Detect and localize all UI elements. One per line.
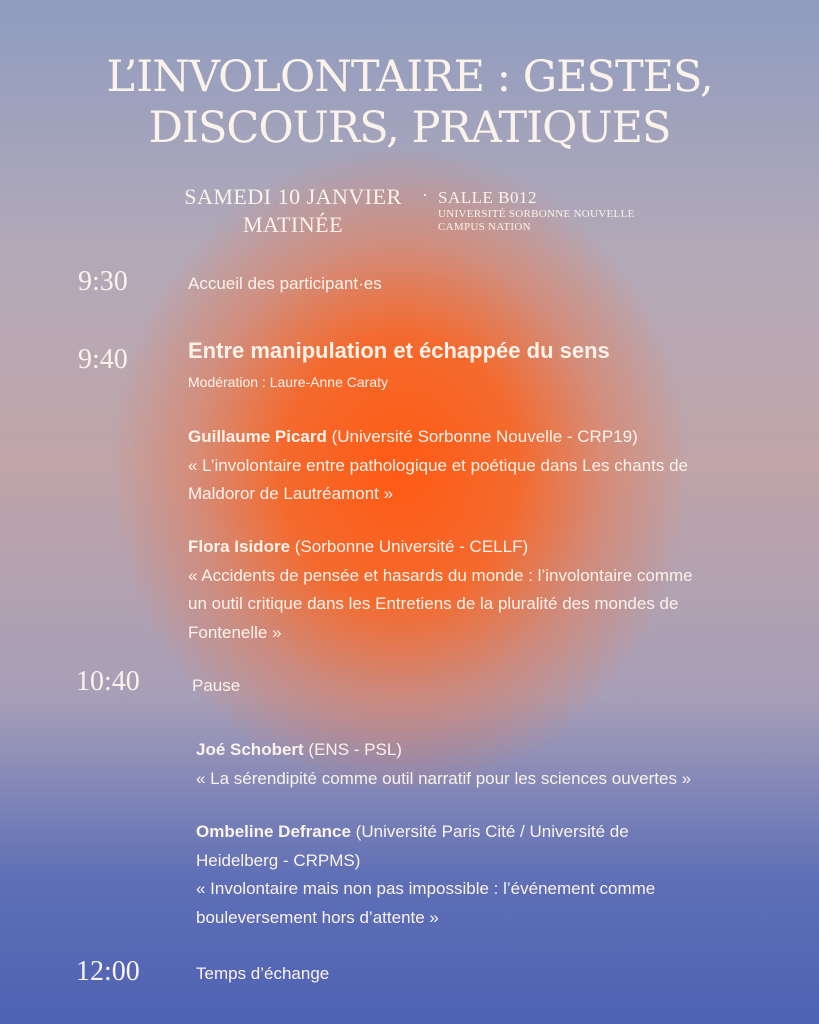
header-separator: ·	[422, 184, 428, 204]
talk-title-line: un outil critique dans les Entretiens de la pluralité des mondes de	[188, 594, 679, 613]
talk-title-line: Fontenelle »	[188, 622, 282, 642]
event-title-line2: DISCOURS, PRATIQUES	[148, 103, 671, 153]
talk-title-line: « L’involontaire entre pathologique et poétique dans Les chants de	[188, 455, 688, 475]
time-slot-2: 9:40	[78, 344, 128, 375]
talk-schobert	[196, 736, 691, 793]
time-slot-1: 9:30	[78, 266, 128, 297]
talk-title-line: « La sérendipité comme outil narratif pour les sciences ouvertes »	[196, 768, 692, 788]
session-moderation: Modération : Laure-Anne Caraty	[188, 374, 388, 390]
session-title: Entre manipulation et échappée du sens	[188, 338, 610, 363]
speaker-affiliation: (Université Paris Cité / Université de	[350, 822, 629, 841]
event-title	[0, 52, 819, 154]
speaker-affiliation: Heidelberg - CRPMS)	[196, 850, 361, 870]
venue-campus: CAMPUS NATION	[438, 221, 531, 233]
speaker-affiliation: (ENS - PSL)	[303, 740, 402, 759]
event-title-line1: L’INVOLONTAIRE : GESTES,	[106, 52, 713, 102]
talk-title-line: Maldoror de Lautréamont »	[188, 484, 394, 503]
speaker-name: Joé Schobert	[196, 740, 304, 759]
venue-university: UNIVERSITÉ SORBONNE NOUVELLE	[438, 208, 635, 220]
event-date-day: SAMEDI 10 JANVIER	[184, 184, 402, 209]
event-venue	[438, 188, 635, 234]
speaker-name: Flora Isidore	[188, 537, 291, 556]
speaker-affiliation: (Sorbonne Université - CELLF)	[290, 537, 529, 556]
speaker-name: Guillaume Picard	[188, 427, 327, 446]
talk-title-line: « Accidents de pensée et hasards du monde : l’involontaire comme	[188, 565, 693, 585]
talk-picard	[188, 423, 688, 509]
venue-room: SALLE B012	[438, 188, 537, 207]
speaker-name: Ombeline Defrance	[196, 822, 351, 841]
slot-3-label: Pause	[192, 676, 241, 695]
event-date-period: MATINÉE	[242, 212, 344, 237]
talk-title-line: « Involontaire mais non pas impossible : l’événement comme	[196, 879, 656, 898]
talk-defrance	[196, 818, 655, 932]
event-date	[160, 183, 426, 239]
time-slot-4: 12:00	[76, 956, 140, 987]
slot-4-label: Temps d’échange	[196, 964, 330, 983]
speaker-affiliation: (Université Sorbonne Nouvelle - CRP19)	[326, 427, 638, 446]
time-slot-3: 10:40	[76, 666, 140, 697]
slot-1-label: Accueil des participant·es	[188, 274, 382, 293]
talk-isidore	[188, 533, 693, 647]
talk-title-line: bouleversement hors d’attente »	[196, 907, 439, 927]
